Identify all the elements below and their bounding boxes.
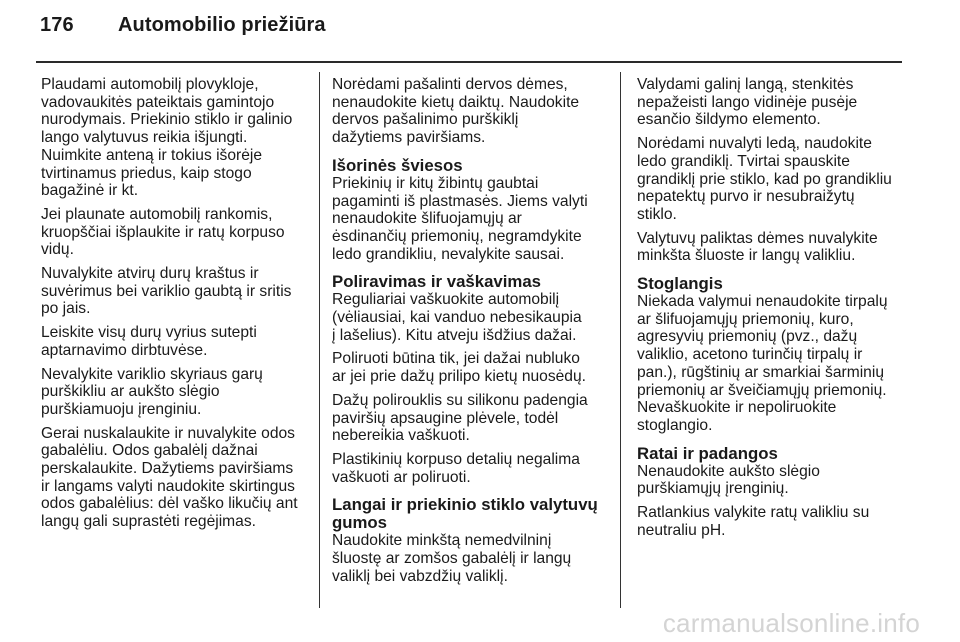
paragraph bbox=[637, 76, 912, 129]
text-line: Ratai ir padangos bbox=[637, 443, 778, 463]
watermark: carmanualsonline.info bbox=[662, 608, 920, 638]
paragraph bbox=[637, 230, 912, 265]
text-line: Poliravimas ir vaškavimas bbox=[332, 272, 541, 292]
text-line: (vėliausiai, kai vanduo nebesikaupia bbox=[332, 309, 582, 327]
text-line: nenaudokite kietų daiktų. Naudokite bbox=[332, 93, 580, 111]
section-heading bbox=[332, 157, 605, 175]
text-line: ėsdinančių priemonių, negramdykite bbox=[332, 227, 582, 245]
paragraph bbox=[637, 293, 912, 435]
text-line: aptarnavimo dirbtuvėse. bbox=[41, 341, 208, 359]
text-line: gumos bbox=[332, 513, 388, 533]
text-line: Poliruoti būtina tik, jei dažai nubluko bbox=[332, 350, 580, 368]
paragraph bbox=[637, 135, 912, 224]
text-line: į lašelius). Kitu atveju išdžius dažai. bbox=[332, 326, 577, 344]
text-line: vaškuoti ar poliruoti. bbox=[332, 468, 471, 486]
text-line: Reguliariai vaškuokite automobilį bbox=[332, 291, 560, 309]
paragraph bbox=[41, 425, 311, 531]
text-line: gabalėliu. Odos gabalėlį dažnai bbox=[41, 442, 258, 460]
text-line: Niekada valymui nenaudokite tirpalų bbox=[637, 293, 888, 311]
text-line: stiklo. bbox=[637, 205, 677, 223]
text-line: grandiklį prie stiklo, kad po grandikliu bbox=[637, 170, 892, 188]
paragraph bbox=[332, 451, 605, 486]
text-line: suvėrimus bei variklio gaubtą ir sritis bbox=[41, 282, 292, 300]
paragraph bbox=[41, 366, 311, 419]
text-line: esančio šildymo elemento. bbox=[637, 111, 821, 129]
text-line: ir langams valyti naudokite skirtingus bbox=[41, 477, 295, 495]
text-line: nebereikia vaškuoti. bbox=[332, 427, 470, 445]
paragraph bbox=[41, 265, 311, 318]
column-divider bbox=[319, 72, 320, 608]
text-line: nurodymais. Priekinio stiklo ir galinio bbox=[41, 111, 293, 129]
text-line: kruopščiai išplaukite ir ratų korpuso bbox=[41, 223, 285, 241]
text-line: valiklį bei vabzdžių valiklį. bbox=[332, 567, 508, 585]
text-line: Nuvalykite atvirų durų kraštus ir bbox=[41, 265, 259, 283]
text-line: Stoglangis bbox=[637, 274, 723, 294]
section-heading bbox=[637, 445, 912, 463]
text-line: purškiamuoju įrenginiu. bbox=[41, 400, 202, 418]
text-line: Jei plaunate automobilį rankomis, bbox=[41, 205, 273, 223]
text-line: neutraliu pH. bbox=[637, 521, 726, 539]
text-line: Valytuvų paliktas dėmes nuvalykite bbox=[637, 229, 878, 247]
text-line: agresyvių priemonių (pvz., dažų bbox=[637, 328, 858, 346]
text-line: purškiamųjų įrenginių. bbox=[637, 480, 789, 498]
paragraph bbox=[41, 206, 311, 259]
paragraph bbox=[637, 463, 912, 498]
text-line: dažytiems paviršiams. bbox=[332, 129, 486, 147]
paragraph bbox=[332, 350, 605, 385]
paragraph bbox=[332, 175, 605, 264]
text-line: lango valytuvus reikia išjungti. bbox=[41, 129, 248, 147]
text-line: nepatektų purvo ir nesubraižytų bbox=[637, 188, 855, 206]
text-line: perskalaukite. Dažytiems paviršiams bbox=[41, 460, 294, 478]
text-line: pan.), rūgštinių ar smarkiai šarminių bbox=[637, 363, 884, 381]
text-line: nenaudokite šlifuojamųjų ar bbox=[332, 210, 522, 228]
text-line: po jais. bbox=[41, 300, 91, 318]
section-heading bbox=[637, 275, 912, 293]
text-line: ledo grandiklį. Tvirtai spauskite bbox=[637, 152, 850, 170]
text-column-1 bbox=[41, 76, 311, 537]
text-line: pagaminti iš plastmasės. Jiems valyti bbox=[332, 192, 588, 210]
text-line: Priekinių ir kitų žibintų gaubtai bbox=[332, 174, 539, 192]
text-line: paviršių apsaugine plėvele, todėl bbox=[332, 409, 559, 427]
text-line: Nuimkite anteną ir tokius išorėje bbox=[41, 146, 263, 164]
text-line: bagažinė ir kt. bbox=[41, 182, 139, 200]
paragraph bbox=[41, 324, 311, 359]
page-number: 176 bbox=[40, 14, 74, 36]
text-line: Langai ir priekinio stiklo valytuvų bbox=[332, 495, 598, 515]
header-rule bbox=[36, 61, 902, 63]
text-line: stoglangio. bbox=[637, 416, 713, 434]
text-line: Leiskite visų durų vyrius sutepti bbox=[41, 324, 257, 342]
text-line: odos gabalėlius: dėl vaško likučių ant bbox=[41, 495, 298, 513]
text-line: Nevalykite variklio skyriaus garų bbox=[41, 365, 263, 383]
section-heading bbox=[332, 273, 605, 291]
text-line: tvirtinamus priedus, kaip stogo bbox=[41, 164, 252, 182]
text-line: Norėdami pašalinti dervos dėmes, bbox=[332, 76, 568, 93]
text-line: Nevaškuokite ir nepoliruokite bbox=[637, 399, 837, 417]
paragraph bbox=[332, 76, 605, 147]
text-line: vadovaukitės pateiktais gamintojo bbox=[41, 93, 275, 111]
column-divider bbox=[620, 72, 621, 608]
text-line: Norėdami nuvalyti ledą, naudokite bbox=[637, 135, 872, 153]
text-line: Nenaudokite aukšto slėgio bbox=[637, 462, 820, 480]
text-line: šluostę ar zomšos gabalėlį ir langų bbox=[332, 550, 572, 568]
text-line: Plastikinių korpuso detalių negalima bbox=[332, 450, 580, 468]
text-line: Plaudami automobilį plovykloje, bbox=[41, 76, 259, 93]
paragraph bbox=[637, 504, 912, 539]
text-column-2 bbox=[332, 76, 605, 591]
text-line: valiklio, acetono turinčių tirpalų ir bbox=[637, 346, 863, 364]
paragraph bbox=[41, 76, 311, 200]
text-line: ar šlifuojamųjų priemonių, kuro, bbox=[637, 310, 854, 328]
text-line: Gerai nuskalaukite ir nuvalykite odos bbox=[41, 424, 295, 442]
text-line: ar jei prie dažų prilipo kietų nuosėdų. bbox=[332, 368, 586, 386]
text-line: Dažų polirouklis su silikonu padengia bbox=[332, 391, 588, 409]
page-header bbox=[40, 14, 326, 44]
text-column-3 bbox=[637, 76, 912, 545]
text-line: dervos pašalinimo purškiklį bbox=[332, 111, 519, 129]
paragraph bbox=[332, 291, 605, 344]
text-line: nepažeisti lango vidinėje pusėje bbox=[637, 93, 858, 111]
text-line: Ratlankius valykite ratų valikliu su bbox=[637, 504, 870, 522]
page-title: Automobilio priežiūra bbox=[118, 14, 326, 36]
text-line: ledo grandikliu, nevalykite sausai. bbox=[332, 245, 565, 263]
section-heading bbox=[332, 496, 605, 532]
text-line: Valydami galinį langą, stenkitės bbox=[637, 76, 854, 93]
text-line: priemonių ar šveičiamųjų priemonių. bbox=[637, 381, 887, 399]
text-line: purškikliu ar aukšto slėgio bbox=[41, 383, 220, 401]
text-line: minkšta šluoste ir langų valikliu. bbox=[637, 247, 856, 265]
text-line: Naudokite minkštą nemedvilninį bbox=[332, 532, 552, 550]
text-line: Išorinės šviesos bbox=[332, 155, 463, 175]
paragraph bbox=[332, 532, 605, 585]
text-line: langų gali suprastėti regėjimas. bbox=[41, 513, 256, 531]
text-line: vidų. bbox=[41, 241, 74, 259]
paragraph bbox=[332, 392, 605, 445]
